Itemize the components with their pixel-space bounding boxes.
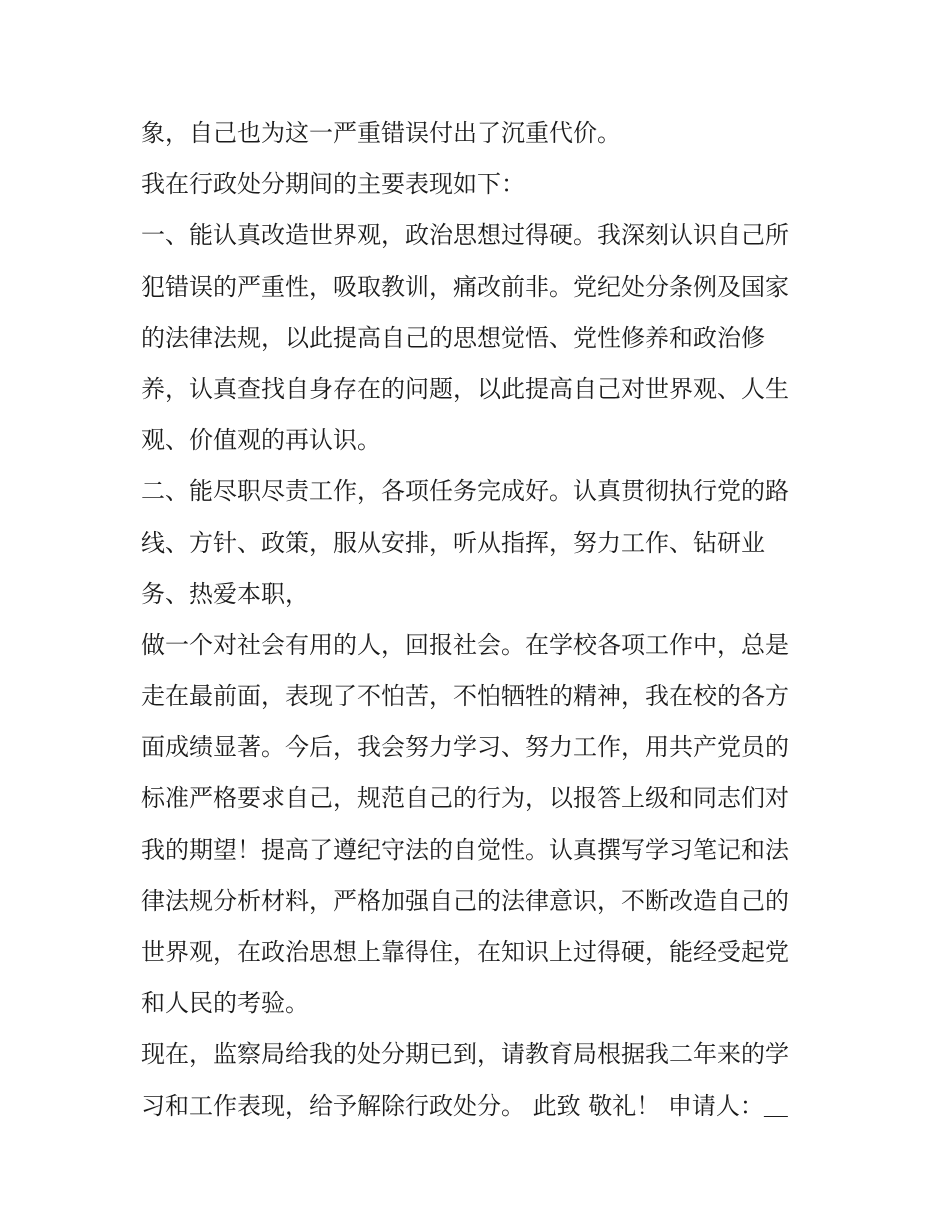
text-line-20: 习和工作表现，给予解除行政处分。 此致 敬礼！ 申请人：＿ xyxy=(141,1091,788,1120)
text-line-11: 做一个对社会有用的人，回报社会。在学校各项工作中，总是 xyxy=(141,630,789,659)
text-line-2: 我在行政处分期间的主要表现如下： xyxy=(141,170,525,199)
text-line-14: 标准严格要求自己，规范自己的行为，以报答上级和同志们对 xyxy=(141,784,789,813)
text-line-16: 律法规分析材料，严格加强自己的法律意识，不断改造自己的 xyxy=(141,886,789,915)
text-line-19: 现在，监察局给我的处分期已到，请教育局根据我二年来的学 xyxy=(141,1040,789,1069)
text-line-17: 世界观，在政治思想上靠得住，在知识上过得硬，能经受起党 xyxy=(141,938,789,966)
text-line-9: 线、方针、政策，服从安排，听从指挥，努力工作、钻研业 xyxy=(141,528,765,557)
text-line-5: 的法律法规，以此提高自己的思想觉悟、党性修养和政治修 xyxy=(141,323,765,352)
text-line-12: 走在最前面，表现了不怕苦，不怕牺牲的精神，我在校的各方 xyxy=(141,682,789,711)
text-line-15: 我的期望！提高了遵纪守法的自觉性。认真撰写学习笔记和法 xyxy=(141,835,789,864)
document-body xyxy=(141,108,821,1132)
text-line-1: 象，自己也为这一严重错误付出了沉重代价。 xyxy=(141,119,621,147)
text-line-8: 二、能尽职尽责工作，各项任务完成好。认真贯彻执行党的路 xyxy=(141,477,789,506)
text-line-4: 犯错误的严重性，吸取教训，痛改前非。党纪处分条例及国家 xyxy=(141,272,789,301)
text-line-3: 一、能认真改造世界观，政治思想过得硬。我深刻认识自己所 xyxy=(141,221,789,250)
text-line-6: 养，认真查找自身存在的问题，以此提高自己对世界观、人生 xyxy=(141,374,789,403)
text-line-13: 面成绩显著。今后，我会努力学习、努力工作，用共产党员的 xyxy=(141,733,789,762)
text-line-18: 和人民的考验。 xyxy=(141,989,309,1018)
text-line-7: 观、价值观的再认识。 xyxy=(141,426,381,455)
text-line-10: 务、热爱本职， xyxy=(141,579,309,608)
